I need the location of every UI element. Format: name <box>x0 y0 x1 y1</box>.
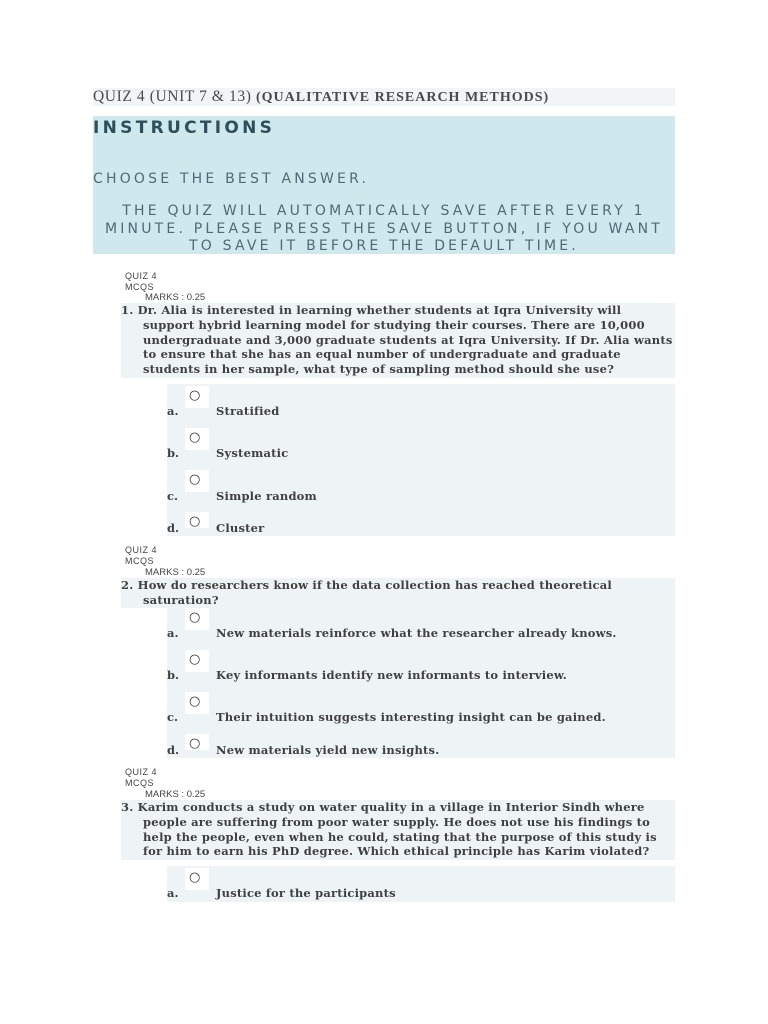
question-1-number: 1. <box>121 303 134 317</box>
q3-option-a-text[interactable]: Justice for the participants <box>216 886 396 900</box>
radio-icon: ○ <box>189 652 201 667</box>
instructions-line-choose: CHOOSE THE BEST ANSWER. <box>93 171 370 187</box>
question-1-meta <box>125 271 157 293</box>
question-2-number: 2. <box>121 578 134 592</box>
radio-icon: ○ <box>189 610 201 625</box>
question-1-marks: MARKS : 0.25 <box>145 292 206 303</box>
instructions-line-autosave: THE QUIZ WILL AUTOMATICALLY SAVE AFTER EVERY 1 MINUTE. PLEASE PRESS THE SAVE BUTTON, IF YOU WANT TO SAVE IT BEFORE THE DEFAULT TIME. <box>104 203 664 254</box>
q2-option-d-text[interactable]: New materials yield new insights. <box>216 743 440 757</box>
question-2-type-label: MCQS <box>125 556 154 566</box>
question-1-text <box>121 303 675 377</box>
question-2-marks: MARKS : 0.25 <box>145 567 206 578</box>
q2-option-b-radio[interactable] <box>185 650 209 672</box>
q2-option-c-radio[interactable] <box>185 692 209 714</box>
q2-option-d-radio[interactable] <box>185 734 209 750</box>
question-3-number: 3. <box>121 800 134 814</box>
q3-option-a-letter: a. <box>167 886 179 900</box>
question-2-body: How do researchers know if the data collection has reached theoretical saturation? <box>137 578 612 607</box>
quiz-title-plain: QUIZ 4 (UNIT 7 & 13) <box>93 88 256 105</box>
quiz-title <box>93 88 675 106</box>
q1-option-d-text[interactable]: Cluster <box>216 521 265 535</box>
q1-option-d-letter: d. <box>167 521 180 535</box>
q1-option-c-radio[interactable] <box>185 470 209 492</box>
question-2-text <box>121 578 675 608</box>
question-3-marks: MARKS : 0.25 <box>145 789 206 800</box>
question-3-meta <box>125 767 157 789</box>
q1-option-b-text[interactable]: Systematic <box>216 446 289 460</box>
question-2-meta <box>125 545 157 567</box>
q2-option-a-letter: a. <box>167 626 179 640</box>
question-3-quiz-label: QUIZ 4 <box>125 767 158 777</box>
q2-option-b-letter: b. <box>167 668 180 682</box>
radio-icon: ○ <box>189 388 201 403</box>
quiz-title-subject: (QUALITATIVE RESEARCH METHODS) <box>255 90 550 105</box>
q1-option-a-text[interactable]: Stratified <box>216 404 280 418</box>
q3-option-a-radio[interactable] <box>185 868 209 890</box>
q1-option-a-letter: a. <box>167 404 179 418</box>
radio-icon: ○ <box>189 430 201 445</box>
question-3-type-label: MCQS <box>125 778 154 788</box>
question-1-quiz-label: QUIZ 4 <box>125 271 158 281</box>
radio-icon: ○ <box>189 694 201 709</box>
radio-icon: ○ <box>189 736 201 751</box>
q2-option-a-radio[interactable] <box>185 608 209 630</box>
question-3-body: Karim conducts a study on water quality in a village in Interior Sindh where people are suffering from poor water supply. He does not use his findings to help the people, even when he could, stating that the purpose of this study is for him to earn his PhD degree. Which ethical principle has Karim violated? <box>137 800 657 859</box>
q1-option-c-letter: c. <box>167 489 179 503</box>
radio-icon: ○ <box>189 514 201 529</box>
q2-option-b-text[interactable]: Key informants identify new informants to interview. <box>216 668 567 682</box>
q1-option-b-radio[interactable] <box>185 428 209 450</box>
instructions-panel <box>93 116 675 254</box>
q1-option-a-radio[interactable] <box>185 386 209 408</box>
q2-option-a-text[interactable]: New materials reinforce what the researcher already knows. <box>216 626 617 640</box>
q2-option-c-text[interactable]: Their intuition suggests interesting insight can be gained. <box>216 710 606 724</box>
radio-icon: ○ <box>189 472 201 487</box>
instructions-heading: INSTRUCTIONS <box>93 118 276 138</box>
question-1-body: Dr. Alia is interested in learning whether students at Iqra University will support hybrid learning model for studying their courses. There are 10,000 undergraduate and 3,000 graduate students at Iqra University. If Dr. Alia wants to ensure that she has an equal number of undergraduate and graduate students in her sample, what type of sampling method should she use? <box>137 303 673 377</box>
q2-option-c-letter: c. <box>167 710 179 724</box>
question-2-quiz-label: QUIZ 4 <box>125 545 158 555</box>
q1-option-d-radio[interactable] <box>185 512 209 528</box>
radio-icon: ○ <box>189 870 201 885</box>
question-1-type-label: MCQS <box>125 282 154 292</box>
q1-option-c-text[interactable]: Simple random <box>216 489 317 503</box>
q1-option-b-letter: b. <box>167 446 180 460</box>
q2-option-d-letter: d. <box>167 743 180 757</box>
question-3-text <box>121 800 675 859</box>
